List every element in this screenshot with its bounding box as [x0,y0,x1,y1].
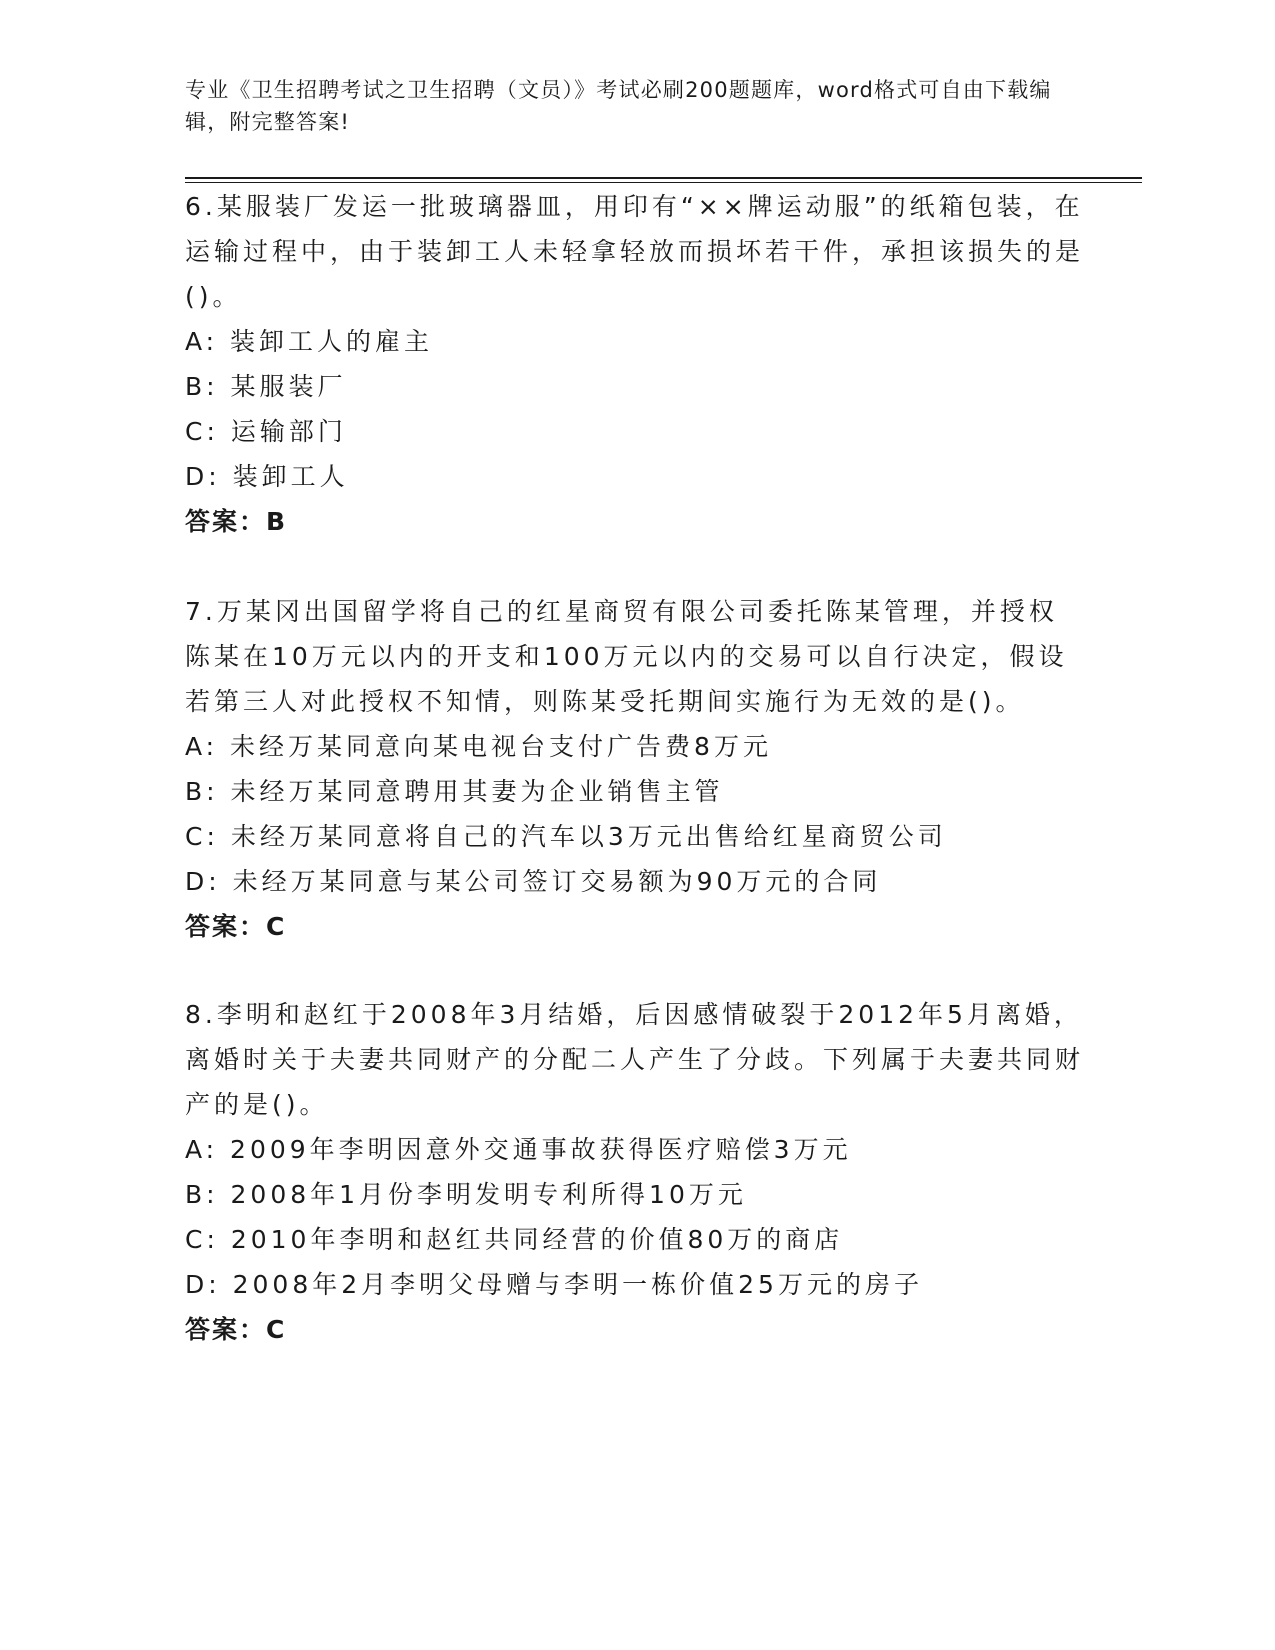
option-b: B: 2008年1月份李明发明专利所得10万元 [185,1180,747,1209]
option-d: D: 装卸工人 [185,462,349,491]
answer-label: 答案：C [185,1315,287,1344]
question-stem: 6.某服装厂发运一批玻璃器皿，用印有“××牌运动服”的纸箱包装，在运输过程中，由于装卸工人未轻拿轻放而损坏若干件，承担该损失的是()。 [185,192,1085,311]
question-stem: 8.李明和赵红于2008年3月结婚，后因感情破裂于2012年5月离婚，离婚时关于夫妻共同财产的分配二人产生了分歧。下列属于夫妻共同财产的是()。 [185,1000,1085,1119]
option-c: C: 未经万某同意将自己的汽车以3万元出售给红星商贸公司 [185,822,947,851]
document-header: 专业《卫生招聘考试之卫生招聘（文员）》考试必刷200题题库，word格式可自由下载编辑，附完整答案! [185,78,1052,134]
option-a: A: 装卸工人的雇主 [185,327,434,356]
question-stem: 7.万某冈出国留学将自己的红星商贸有限公司委托陈某管理，并授权陈某在10万元以内的开支和100万元以内的交易可以自行决定，假设若第三人对此授权不知情，则陈某受托期间实施行为无效的是()。 [185,597,1068,716]
option-c: C: 运输部门 [185,417,347,446]
option-b: B: 未经万某同意聘用其妻为企业销售主管 [185,777,724,806]
option-a: A: 2009年李明因意外交通事故获得医疗赔偿3万元 [185,1135,852,1164]
option-b: B: 某服装厂 [185,372,347,401]
question-8 [185,992,1085,1352]
answer-label: 答案：B [185,507,288,536]
header-divider-thick [185,177,1142,179]
option-c: C: 2010年李明和赵红共同经营的价值80万的商店 [185,1225,844,1254]
question-6 [185,184,1085,544]
option-d: D: 2008年2月李明父母赠与李明一栋价值25万元的房子 [185,1270,923,1299]
option-d: D: 未经万某同意与某公司签订交易额为90万元的合同 [185,867,882,896]
answer-label: 答案：C [185,912,287,941]
question-7 [185,589,1085,949]
header-divider-thin [185,182,1142,183]
option-a: A: 未经万某同意向某电视台支付广告费8万元 [185,732,772,761]
